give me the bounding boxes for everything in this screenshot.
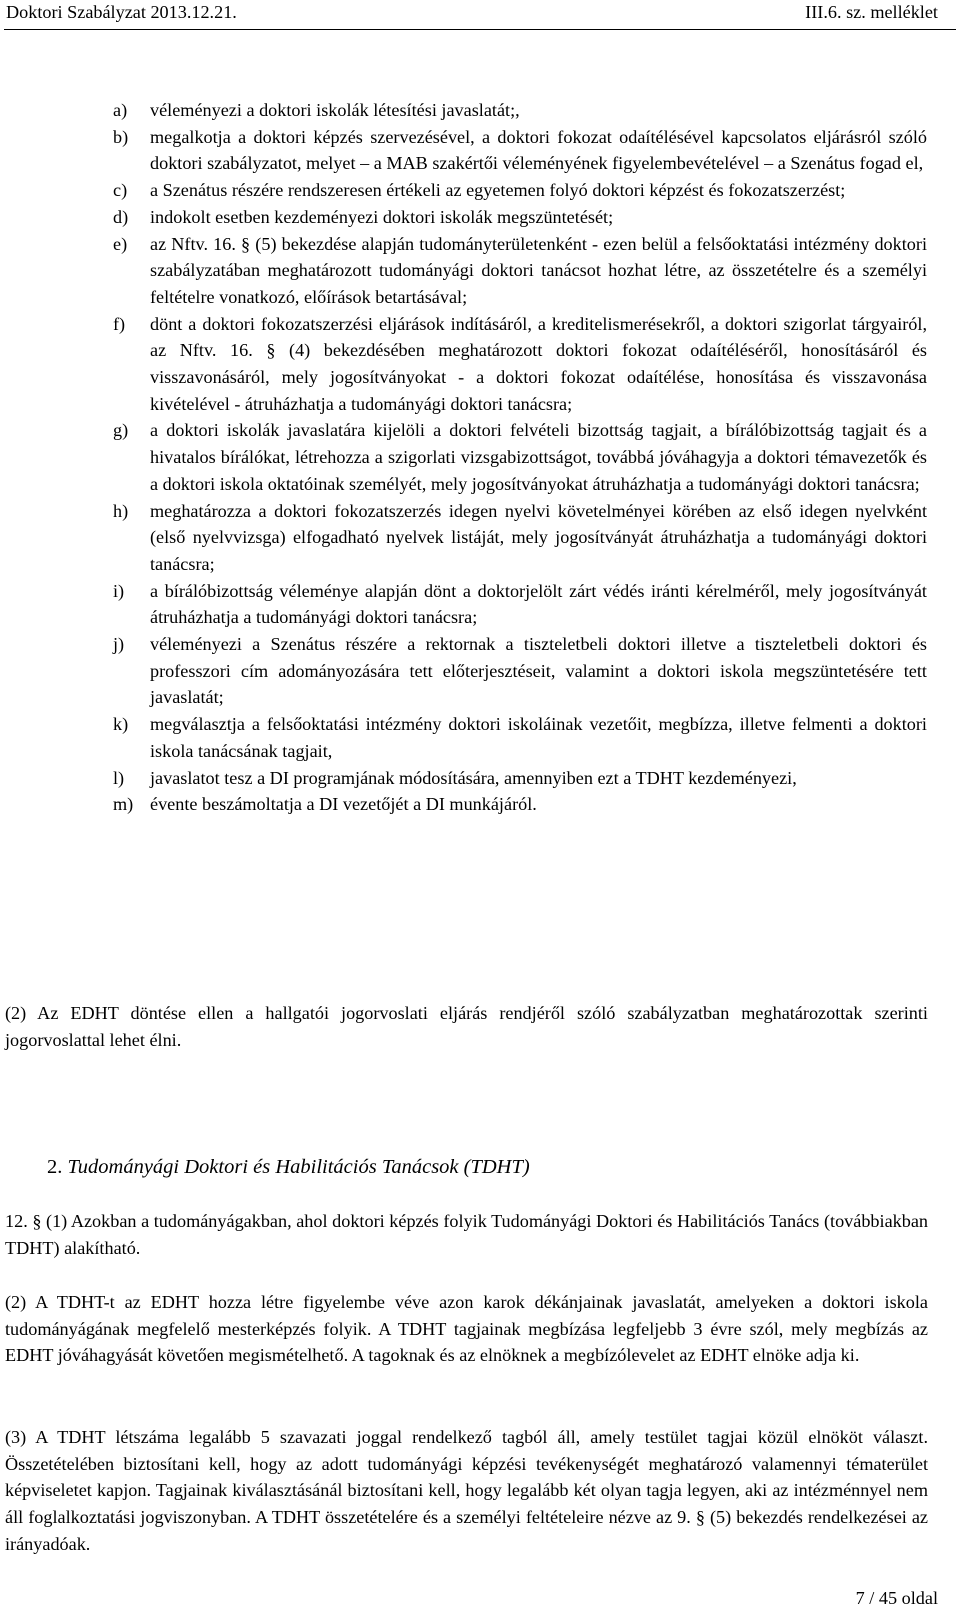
item-text: véleményezi a Szenátus részére a rektornak a tiszteletbeli doktori illetve a tiszteletbeli doktori és professzori cím adományozására tett előterjesztéseit, valamint a doktori iskola megszüntetésére tett javaslatát; [150, 634, 927, 708]
item-label: j) [113, 634, 125, 655]
item-label: m) [113, 794, 134, 815]
list-item [113, 311, 927, 418]
item-label: i) [113, 580, 125, 601]
item-text: a bírálóbizottság véleménye alapján dönt a doktorjelölt zárt védés iránti kérelméről, mely jogosítványát átruházhatja a tudományági doktori tanácsra; [150, 580, 927, 628]
item-text: a Szenátus részére rendszeresen értékeli az egyetemen folyó doktori képzést és fokozatszerzést; [150, 180, 846, 201]
list-item [113, 177, 927, 204]
item-text: megalkotja a doktori képzés szervezésével, a doktori fokozat odaítélésével kapcsolatos eljárásról szóló doktori szabályzatot, melyet – a MAB szakértői véleményének figyelembevételével – a Szenátus fogad el, [150, 126, 927, 174]
item-text: meghatározza a doktori fokozatszerzés idegen nyelvi követelményei körében az első idegen nyelvként (első nyelvvizsga) elfogadható nyelvek listáját, mely jogosítványát átruházhatja a tudományági doktori tanácsra; [150, 500, 927, 574]
document-title: Doktori Szabályzat 2013.12.21. [6, 2, 237, 22]
item-list [113, 97, 927, 818]
item-label: e) [113, 233, 128, 254]
item-text: dönt a doktori fokozatszerzési eljárások indításáról, a kreditelismerésekről, a doktori szigorlat tárgyairól, az Nftv. 16. § (4) bekezdésében meghatározott doktori fokozat odaítéléséről, honosításáról és visszavonásáról, mely jogosítványokat - a doktori fokozat odaítélése, honosítása és visszavonása kivételével - átruházhatja a tudományági doktori tanácsra; [150, 313, 927, 414]
page-number: 7 / 45 oldal [855, 1588, 938, 1608]
list-item [113, 417, 927, 497]
item-text: az Nftv. 16. § (5) bekezdése alapján tudományterületenként - ezen belül a felsőoktatási intézmény doktori szabályzatában meghatározott tudományági doktori tanácsot hozhat létre, az összetételre és a személyi feltételre vonatkozó, előírások betartásával; [150, 233, 927, 307]
list-item [113, 204, 927, 231]
list-item [113, 765, 927, 792]
section-number: 2. [47, 1156, 63, 1178]
item-text: indokolt esetben kezdeményezi doktori iskolák megszüntetését; [150, 206, 614, 227]
paragraph-12-3: (3) A TDHT létszáma legalább 5 szavazati joggal rendelkező tagból áll, amely testület tagjai közül elnököt választ. Összetételében biztosítani kell, hogy az adott tudományági képzési tevékenységét meghatározó valamennyi tématerület képviseletet kapjon. Tagjainak kiválasztásánál biztosítani kell, hogy legalább két olyan tagja legyen, aki az intézménnyel nem áll foglalkoztatási jogviszonyban. A TDHT összetételére és a személyi feltételeire nézve az 9. § (5) bekezdés rendelkezései az irányadóak. [5, 1427, 928, 1554]
list-item [113, 631, 927, 711]
page-header [4, 0, 956, 30]
section-title: Tudományági Doktori és Habilitációs Tanácsok (TDHT) [67, 1156, 530, 1178]
item-label: k) [113, 714, 129, 735]
item-text: véleményezi a doktori iskolák létesítési javaslatát;, [150, 100, 520, 120]
item-label: g) [113, 420, 129, 441]
item-label: c) [113, 180, 128, 201]
item-label: f) [113, 313, 126, 334]
paragraph-12-1: 12. § (1) Azokban a tudományágakban, ahol doktori képzés folyik Tudományági Doktori és Habilitációs Tanács (továbbiakban TDHT) alakítható. [5, 1211, 928, 1258]
item-label: a) [113, 100, 128, 120]
item-text: évente beszámoltatja a DI vezetőjét a DI munkájáról. [150, 794, 537, 815]
list-item [113, 498, 927, 578]
item-text: megválasztja a felsőoktatási intézmény doktori iskoláinak vezetőit, megbízza, illetve felmenti a doktori iskola tanácsának tagjait, [150, 714, 927, 761]
paragraph-edht-appeal: (2) Az EDHT döntése ellen a hallgatói jogorvoslati eljárás rendjéről szóló szabályzatban meghatározottak szerinti jogorvoslattal lehet élni. [5, 1003, 928, 1050]
item-label: h) [113, 500, 129, 521]
item-label: b) [113, 126, 129, 147]
item-label: l) [113, 767, 125, 788]
annex-label: III.6. sz. melléklet [805, 2, 938, 22]
paragraph-12-2: (2) A TDHT-t az EDHT hozza létre figyelembe véve azon karok dékánjainak javaslatát, amelyeken a doktori iskola tudományágának megfelelő mesterképzés folyik. A TDHT tagjainak megbízása legfeljebb 3 évre szól, mely megbízás az EDHT jóváhagyását követően megismételhető. A tagoknak és az elnöknek a megbízólevelet az EDHT elnöke adja ki. [5, 1292, 928, 1366]
section-heading [47, 1156, 530, 1179]
list-item [113, 231, 927, 311]
list-item [113, 711, 927, 764]
item-text: a doktori iskolák javaslatára kijelöli a doktori felvételi bizottság tagjait, a bírálóbizottság tagjait és a hivatalos bírálókat, létrehozza a szigorlati vizsgabizottságot, továbbá jóváhagyja a doktori témavezetők és a doktori iskola oktatóinak személyét, mely jogosítványokat átruházhatja a tudományági doktori tanácsra; [150, 420, 927, 494]
item-text: javaslatot tesz a DI programjának módosítására, amennyiben ezt a TDHT kezdeményezi, [150, 767, 797, 788]
list-item [113, 124, 927, 177]
item-label: d) [113, 206, 129, 227]
list-item [113, 791, 927, 818]
list-item [113, 97, 927, 124]
list-item [113, 578, 927, 631]
